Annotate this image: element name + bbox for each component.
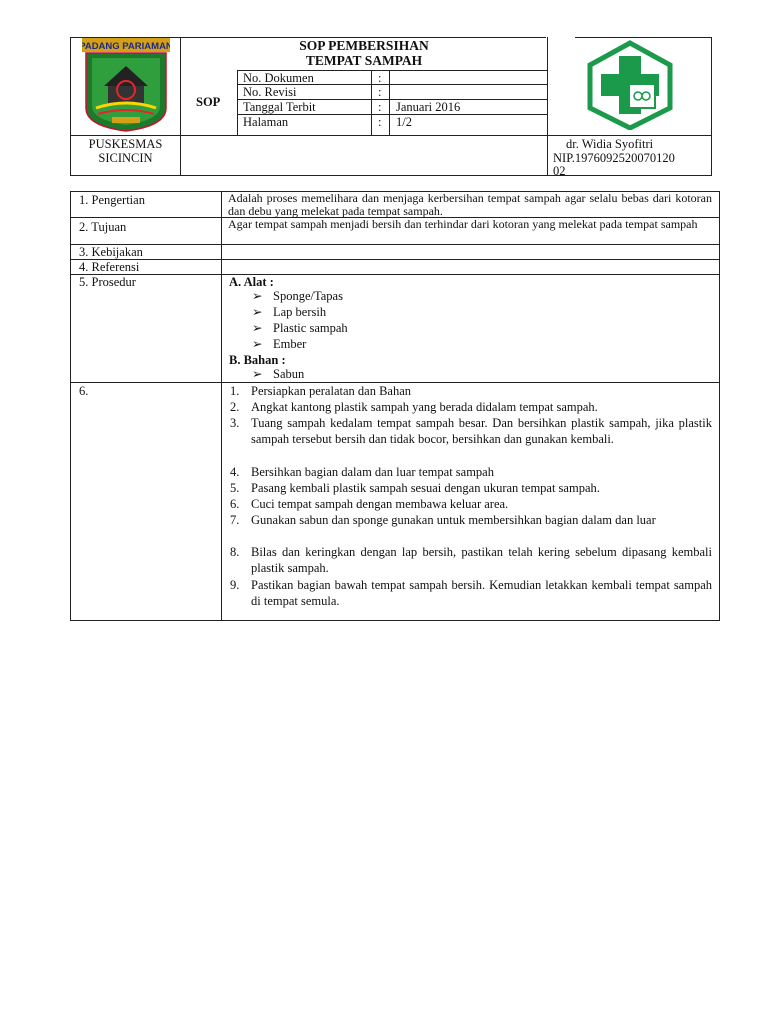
step-item bbox=[230, 496, 712, 512]
step-item bbox=[230, 399, 712, 415]
alat-heading: A. Alat : bbox=[229, 275, 274, 289]
step-text: Bilas dan keringkan dengan lap bersih, pastikan telah kering sebelum dipasang kembali plastik sampah. bbox=[251, 545, 712, 575]
document-title-line2: TEMPAT SAMPAH bbox=[305, 53, 423, 68]
org-name-line1: PUSKESMAS bbox=[88, 137, 163, 151]
meta-value-halaman: 1/2 bbox=[396, 115, 412, 129]
arrow-bullet-icon: ➢ bbox=[252, 289, 263, 303]
signer-nip-line2: 02 bbox=[553, 164, 566, 178]
step-number: 6. bbox=[230, 497, 240, 511]
step-item bbox=[230, 480, 712, 496]
bahan-item: Sabun bbox=[273, 367, 305, 381]
meta-colon: : bbox=[378, 115, 382, 129]
arrow-bullet-icon: ➢ bbox=[252, 337, 263, 351]
document-title-line1: SOP PEMBERSIHAN bbox=[299, 38, 429, 53]
step-number: 4. bbox=[230, 465, 240, 479]
meta-label-no-dokumen: No. Dokumen bbox=[243, 71, 314, 85]
step-item bbox=[230, 464, 712, 480]
meta-value-tanggal-terbit: Januari 2016 bbox=[396, 100, 461, 114]
step-text: Pasang kembali plastik sampah sesuai dengan ukuran tempat sampah. bbox=[251, 481, 600, 495]
regency-crest-icon bbox=[82, 38, 170, 132]
section-label-langkah: 6. bbox=[79, 384, 89, 398]
step-number: 8. bbox=[230, 545, 240, 559]
section-text-tujuan: Agar tempat sampah menjadi bersih dan terhindar dari kotoran yang melekat pada tempat sampah bbox=[228, 217, 698, 231]
step-text: Cuci tempat sampah dengan membawa keluar area. bbox=[251, 497, 509, 511]
alat-item: Ember bbox=[273, 337, 307, 351]
alat-item: Plastic sampah bbox=[273, 321, 348, 335]
step-number: 1. bbox=[230, 384, 240, 398]
section-label-referensi: 4. Referensi bbox=[79, 260, 140, 274]
step-number: 9. bbox=[230, 578, 240, 592]
step-item bbox=[230, 512, 712, 528]
step-number: 5. bbox=[230, 481, 240, 495]
step-text: Gunakan sabun dan sponge gunakan untuk membersihkan bagian dalam dan luar bbox=[251, 513, 656, 527]
section-label-tujuan: 2. Tujuan bbox=[79, 220, 127, 234]
alat-item: Lap bersih bbox=[273, 305, 327, 319]
step-item bbox=[230, 383, 712, 399]
meta-colon: : bbox=[378, 85, 382, 99]
sop-label: SOP bbox=[196, 95, 221, 109]
step-item bbox=[230, 577, 712, 609]
meta-label-no-revisi: No. Revisi bbox=[243, 85, 297, 99]
meta-label-halaman: Halaman bbox=[243, 115, 289, 129]
step-item bbox=[230, 415, 712, 447]
meta-colon: : bbox=[378, 100, 382, 114]
section-label-pengertian: 1. Pengertian bbox=[79, 193, 145, 207]
puskesmas-cross-icon bbox=[585, 40, 675, 130]
arrow-bullet-icon: ➢ bbox=[252, 321, 263, 335]
arrow-bullet-icon: ➢ bbox=[252, 367, 263, 381]
org-name-line2: SICINCIN bbox=[98, 151, 153, 165]
arrow-bullet-icon: ➢ bbox=[252, 305, 263, 319]
step-text: Tuang sampah kedalam tempat sampah besar. Dan bersihkan plastik sampah, jika plastik sampah tersebut bersih dan tidak bocor, bersihkan dan gunakan kembali. bbox=[251, 416, 712, 446]
step-text: Angkat kantong plastik sampah yang berada didalam tempat sampah. bbox=[251, 400, 598, 414]
signer-nip-line1: NIP.1976092520070120 bbox=[553, 151, 675, 165]
section-text-pengertian: Adalah proses memelihara dan menjaga kerbersihan tempat sampah agar selalu bebas dari kotoran dan debu yang melekat pada tempat sampah. bbox=[228, 191, 712, 218]
section-label-prosedur: 5. Prosedur bbox=[79, 275, 136, 289]
step-text: Bersihkan bagian dalam dan luar tempat sampah bbox=[251, 465, 494, 479]
step-number: 7. bbox=[230, 513, 240, 527]
section-label-kebijakan: 3. Kebijakan bbox=[79, 245, 143, 259]
step-text: Pastikan bagian bawah tempat sampah bersih. Kemudian letakkan kembali tempat sampah di tempat semula. bbox=[251, 578, 712, 608]
step-item bbox=[230, 544, 712, 576]
step-number: 2. bbox=[230, 400, 240, 414]
regency-logo bbox=[82, 38, 170, 132]
step-number: 3. bbox=[230, 416, 240, 430]
bahan-heading: B. Bahan : bbox=[229, 353, 286, 367]
step-text: Persiapkan peralatan dan Bahan bbox=[251, 384, 412, 398]
meta-label-tanggal-terbit: Tanggal Terbit bbox=[243, 100, 316, 114]
logo-text: PADANG PARIAMAN bbox=[82, 41, 170, 52]
puskesmas-logo bbox=[585, 40, 675, 130]
meta-colon: : bbox=[378, 71, 382, 85]
alat-item: Sponge/Tapas bbox=[273, 289, 343, 303]
signer-name: dr. Widia Syofitri bbox=[566, 137, 654, 151]
